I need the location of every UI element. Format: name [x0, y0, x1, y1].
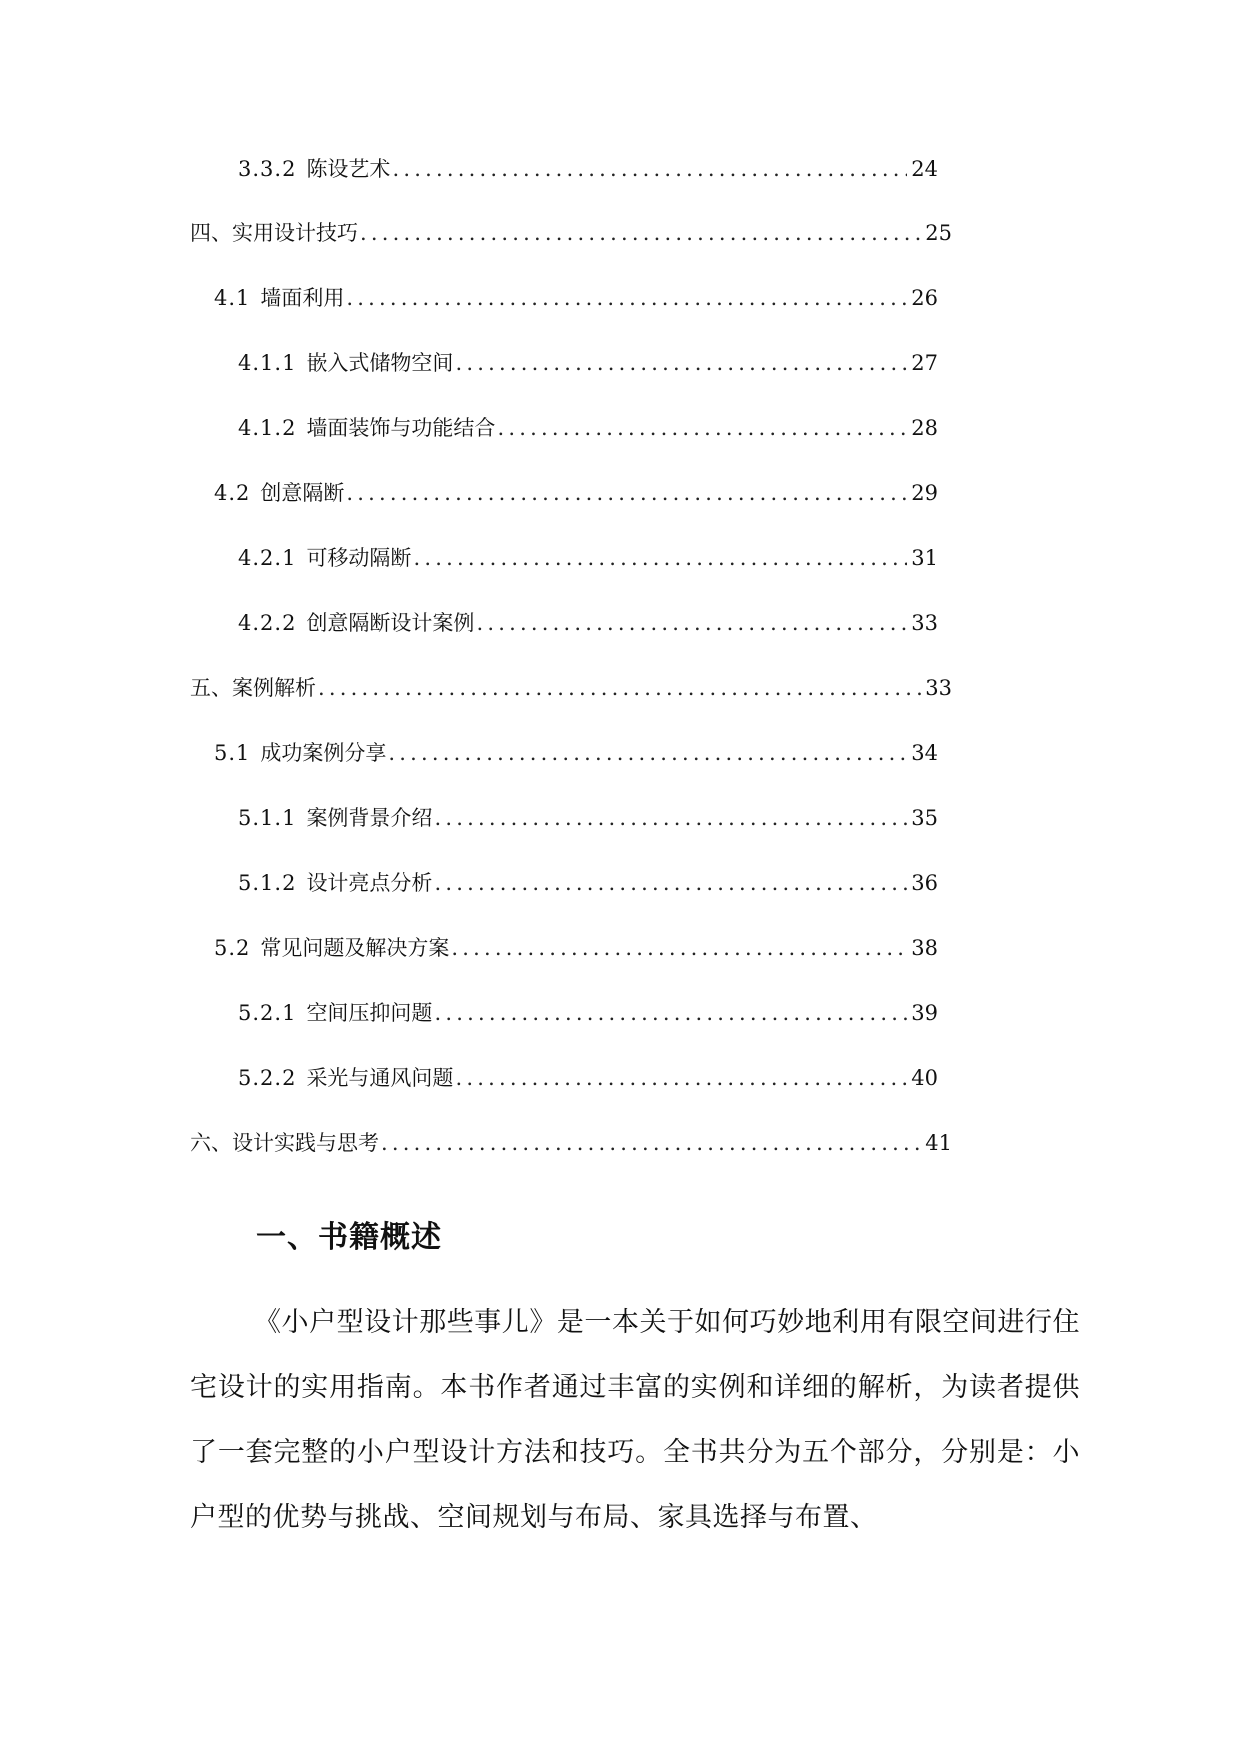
toc-entry-title: 五、案例解析 [190, 676, 316, 700]
toc-entry-number: 5.2.2 [238, 1066, 297, 1090]
toc-entry-title: 采光与通风问题 [306, 1066, 454, 1090]
toc-entry-title: 创意隔断设计案例 [306, 611, 475, 635]
toc-entry-number: 4.1.1 [238, 351, 297, 375]
toc-entry-number: 5.1 [214, 741, 251, 765]
toc-leader-dots [434, 996, 907, 1030]
toc-entry[interactable] [214, 281, 938, 315]
toc-entry-number: 5.1.1 [238, 806, 297, 830]
toc-entry[interactable] [238, 152, 938, 186]
toc-entry-title: 空间压抑问题 [306, 1001, 433, 1025]
toc-entry-page: 24 [911, 157, 938, 181]
toc-entry[interactable] [238, 541, 938, 575]
toc-entry[interactable] [238, 1061, 938, 1095]
toc-leader-dots [381, 1126, 921, 1160]
toc-entry-number: 4.1 [214, 286, 251, 310]
body-paragraph: 《小户型设计那些事儿》是一本关于如何巧妙地利用有限空间进行住宅设计的实用指南。本书作者通过丰富的实例和详细的解析，为读者提供了一套完整的小户型设计方法和技巧。全书共分为五个部分，分别是：小户型的优势与挑战、空间规划与布局、家具选择与布置、 [190, 1307, 1080, 1533]
toc-leader-dots [476, 606, 907, 640]
toc-entry[interactable] [238, 996, 938, 1030]
toc-leader-dots [455, 1061, 907, 1095]
toc-entry[interactable] [214, 476, 938, 510]
toc-entry-page: 28 [911, 416, 938, 440]
toc-entry[interactable] [238, 346, 938, 380]
toc-entry-title: 墙面装饰与功能结合 [306, 416, 496, 440]
toc-entry-page: 41 [925, 1131, 952, 1155]
toc-entry[interactable] [238, 411, 938, 445]
toc-entry[interactable] [190, 671, 952, 705]
toc-entry-page: 34 [911, 741, 938, 765]
toc-entry-title: 成功案例分享 [260, 741, 387, 765]
toc-entry-page: 38 [911, 936, 938, 960]
toc-leader-dots [346, 476, 907, 510]
toc-leader-dots [360, 216, 921, 250]
toc-leader-dots [413, 541, 907, 575]
toc-entry-title: 可移动隔断 [306, 546, 412, 570]
toc-entry[interactable] [238, 801, 938, 835]
toc-entry-number: 4.1.2 [238, 416, 297, 440]
toc-entry[interactable] [238, 606, 938, 640]
toc-entry-page: 33 [911, 611, 938, 635]
toc-entry-page: 40 [911, 1066, 938, 1090]
toc-entry-title: 四、实用设计技巧 [190, 221, 358, 245]
toc-entry[interactable] [190, 1126, 952, 1160]
toc-entry-number: 4.2 [214, 481, 251, 505]
toc-entry-title: 案例背景介绍 [306, 806, 433, 830]
toc-leader-dots [451, 931, 907, 965]
section-heading: 一、书籍概述 [256, 1220, 442, 1255]
toc-entry-title: 六、设计实践与思考 [190, 1131, 379, 1155]
toc-entry-title: 陈设艺术 [306, 157, 391, 181]
toc-entry[interactable] [214, 736, 938, 770]
toc-entry-page: 31 [911, 546, 938, 570]
toc-entry-page: 29 [911, 481, 938, 505]
toc-leader-dots [318, 671, 921, 705]
toc-entry-title: 嵌入式储物空间 [306, 351, 454, 375]
toc-entry[interactable] [190, 216, 952, 250]
toc-entry-number: 5.1.2 [238, 871, 297, 895]
toc-entry-title: 创意隔断 [260, 481, 345, 505]
toc-entry[interactable] [214, 931, 938, 965]
toc-entry-page: 36 [911, 871, 938, 895]
toc-leader-dots [455, 346, 907, 380]
toc-entry-number: 5.2.1 [238, 1001, 297, 1025]
toc-entry-number: 5.2 [214, 936, 251, 960]
toc-leader-dots [388, 736, 907, 770]
toc-entry-page: 27 [911, 351, 938, 375]
toc-entry[interactable] [238, 866, 938, 900]
toc-entry-number: 4.2.1 [238, 546, 297, 570]
toc-entry-title: 墙面利用 [260, 286, 345, 310]
toc-entry-page: 35 [911, 806, 938, 830]
toc-entry-title: 常见问题及解决方案 [260, 936, 450, 960]
toc-leader-dots [497, 411, 907, 445]
toc-entry-page: 25 [925, 221, 952, 245]
toc-leader-dots [434, 801, 907, 835]
toc-entry-page: 39 [911, 1001, 938, 1025]
toc-leader-dots [434, 866, 907, 900]
toc-entry-page: 26 [911, 286, 938, 310]
toc-entry-page: 33 [925, 676, 952, 700]
toc-leader-dots [392, 152, 907, 186]
toc-leader-dots [346, 281, 907, 315]
toc-entry-number: 3.3.2 [238, 157, 297, 181]
toc-entry-title: 设计亮点分析 [306, 871, 433, 895]
toc-entry-number: 4.2.2 [238, 611, 297, 635]
